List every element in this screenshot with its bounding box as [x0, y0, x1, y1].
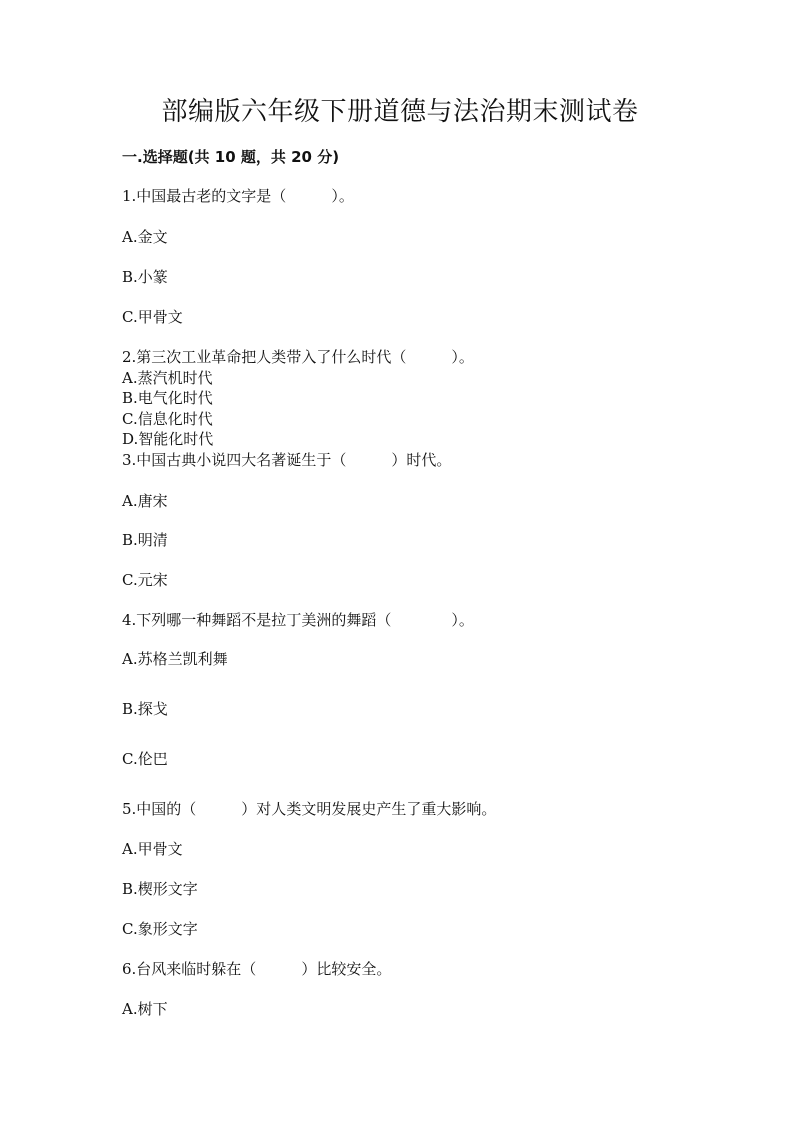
question-3-option-a: A.唐宋: [122, 492, 168, 510]
question-1-option-a: A.金文: [122, 228, 168, 246]
question-5-option-b: B.楔形文字: [122, 880, 198, 898]
question-4-stem: 4.下列哪一种舞蹈不是拉丁美洲的舞蹈（ ）。: [122, 611, 474, 629]
question-3-option-c: C.元宋: [122, 571, 168, 589]
question-3-stem: 3.中国古典小说四大名著诞生于（ ）时代。: [122, 451, 452, 469]
question-6-stem: 6.台风来临时躲在（ ）比较安全。: [122, 960, 392, 978]
question-5-stem: 5.中国的（ ）对人类文明发展史产生了重大影响。: [122, 800, 497, 818]
question-2-option-d: D.智能化时代: [122, 430, 214, 448]
question-6-option-a: A.树下: [122, 1000, 168, 1018]
section-heading: 一.选择题(共 10 题，共 20 分): [122, 148, 340, 166]
question-1-option-c: C.甲骨文: [122, 308, 183, 326]
question-1-option-b: B.小篆: [122, 268, 168, 286]
question-4-option-a: A.苏格兰凯利舞: [122, 650, 228, 668]
question-4-option-b: B.探戈: [122, 700, 168, 718]
question-2-option-c: C.信息化时代: [122, 410, 213, 428]
question-5-option-c: C.象形文字: [122, 920, 198, 938]
question-2-option-a: A.蒸汽机时代: [122, 369, 213, 387]
question-2-option-b: B.电气化时代: [122, 389, 213, 407]
question-3-option-b: B.明清: [122, 531, 168, 549]
question-1-stem: 1.中国最古老的文字是（ ）。: [122, 187, 354, 205]
question-4-option-c: C.伦巴: [122, 750, 168, 768]
question-5-option-a: A.甲骨文: [122, 840, 183, 858]
question-2-stem: 2.第三次工业革命把人类带入了什么时代（ ）。: [122, 348, 474, 366]
exam-title: 部编版六年级下册道德与法治期末测试卷: [161, 97, 639, 127]
